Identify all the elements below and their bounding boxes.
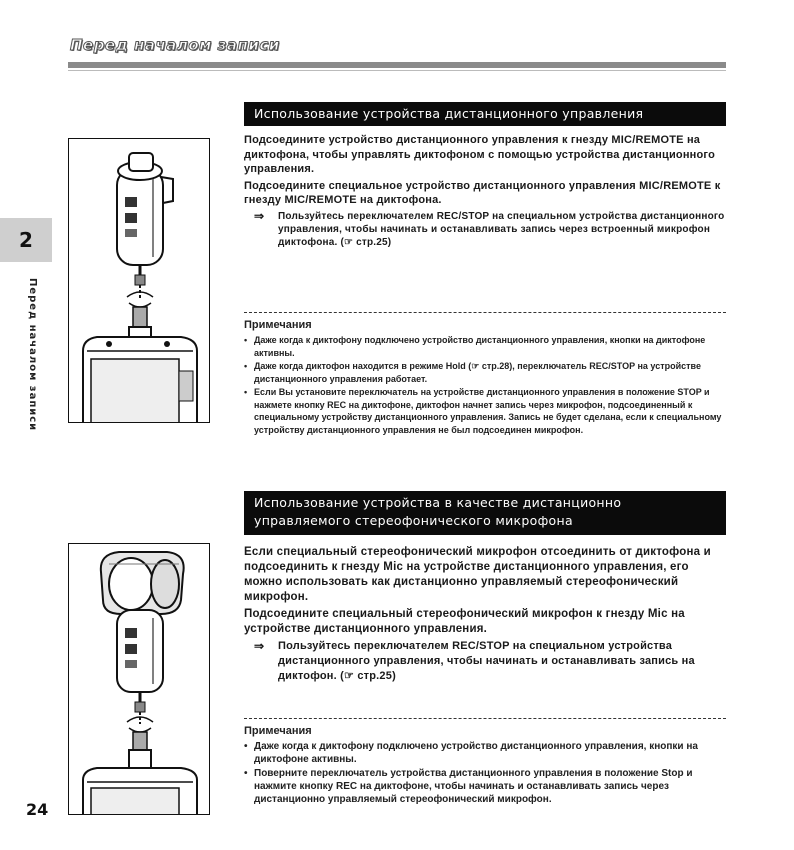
- section2-paragraph-2: Подсоедините специальный стереофонический микрофон к гнезду Mic на устройстве дистанционного управления.: [244, 608, 685, 635]
- stereo-microphone-remote-illustration: [69, 544, 210, 815]
- page-number: 24: [26, 800, 49, 819]
- section2-paragraph-1: Если специальный стереофонический микрофон отсоединить от диктофона и подсоединить к гнезду Mic на устройстве дистанционного управления, его можно использовать как дистанционно управляемый стереофонический микрофон.: [244, 546, 711, 603]
- section1-paragraph-2: Подсоедините специальное устройство дистанционного управления MIC/REMOTE к гнезду MIC/REMOTE на диктофона.: [244, 179, 721, 206]
- section1-divider: [244, 312, 726, 313]
- right-arrow-icon: ⇒: [254, 639, 265, 653]
- section-heading-stereo-mic: [244, 491, 726, 535]
- right-arrow-icon: ⇒: [254, 208, 265, 223]
- section2-notes-title: Примечания: [244, 725, 312, 737]
- section1-note-item: • Даже когда диктофон находится в режиме Hold (☞ стр.28), переключатель REC/STOP на устройстве дистанционного управления работает.: [244, 360, 726, 385]
- section1-note-item: • Даже когда к диктофону подключено устройство дистанционного управления, кнопки на диктофоне активны.: [244, 334, 726, 359]
- section1-notes: [244, 318, 726, 437]
- section1-arrow-text: Пользуйтесь переключателем REC/STOP на специальном устройства дистанционного управления, чтобы начинать и останавливать запись через встроенный микрофон диктофона. (☞ стр.25): [278, 210, 725, 248]
- header-rule: [68, 62, 726, 68]
- section2-divider: [244, 718, 726, 719]
- remote-control-illustration: [68, 138, 210, 423]
- section1-notes-title: Примечания: [244, 319, 312, 331]
- section2-body: [244, 545, 726, 684]
- section2-note-item: • Даже когда к диктофону подключено устройство дистанционного управления, кнопки на диктофоне активны.: [244, 740, 726, 766]
- section1-paragraph-1: Подсоедините устройство дистанционного управления к гнезду MIC/REMOTE на диктофона, чтобы управлять диктофоном с помощью устройства дистанционного управления.: [244, 134, 715, 175]
- section1-arrow-instruction: [244, 210, 726, 249]
- section2-arrow-instruction: [244, 639, 726, 684]
- section1-note-item: • Если Вы установите переключатель на устройстве дистанционного управления в положение STOP и нажмете кнопку REC на диктофоне, диктофон начнет запись через микрофон, подсоединенный к специальному устройству дистанционного управления. Запись не будет сделана, если к специальному устройству дистанционного управления не был подсоединен микрофон.: [244, 386, 726, 436]
- section2-heading-line2: управляемого стереофонического микрофона: [254, 513, 573, 528]
- section1-body: [244, 133, 726, 249]
- section2-heading-line1: Использование устройства в качестве дистанционно: [254, 495, 622, 510]
- chapter-side-label: Перед началом записи: [27, 278, 38, 432]
- section2-note-item: • Поверните переключатель устройства дистанционного управления в положение Stop и нажмите кнопку REC на диктофоне, чтобы начинать и останавливать запись через дистанционно управляемый стереофонический микрофон.: [244, 767, 726, 806]
- section-heading-remote: Использование устройства дистанционного управления: [244, 102, 726, 126]
- header-rule-thin: [68, 70, 726, 71]
- stereo-microphone-illustration: [68, 543, 210, 815]
- section2-arrow-text: Пользуйтесь переключателем REC/STOP на специальном устройства дистанционного управления, чтобы начинать и останавливать запись на диктофон. (☞ стр.25): [278, 640, 695, 682]
- chapter-tab: 2: [0, 218, 52, 262]
- remote-control-connection-illustration: [69, 139, 210, 423]
- section2-notes: [244, 724, 726, 807]
- page-header-title: Перед началом записи: [70, 36, 280, 54]
